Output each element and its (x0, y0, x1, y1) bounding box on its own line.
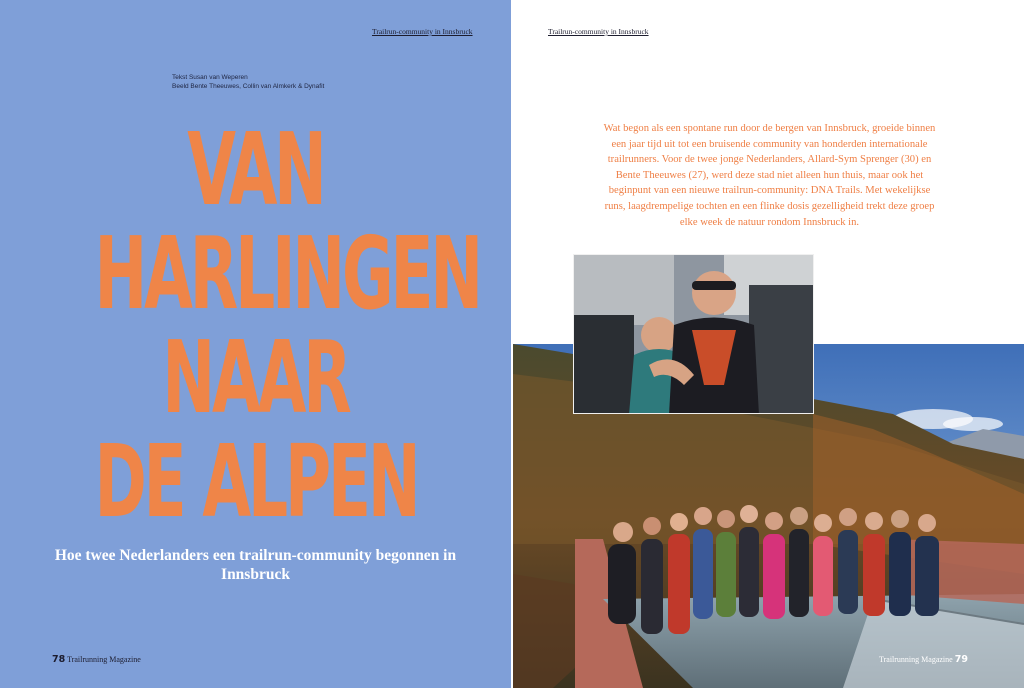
inset-photo-illustration (574, 255, 814, 414)
credits (172, 73, 324, 91)
credits-photos: Beeld Bente Theeuwes, Collin van Almkerk & Dynafit (172, 83, 325, 90)
headline-line-1: VAN (187, 111, 324, 228)
folio-left (52, 654, 141, 665)
magazine-name-left: Trailrunning Magazine (67, 655, 141, 664)
subtitle: Hoe twee Nederlanders een trailrun-community begonnen in Innsbruck (54, 547, 457, 583)
page-number-left: 78 (52, 654, 66, 665)
folio-right (879, 654, 968, 665)
headline-line-2: HARLINGEN (94, 215, 480, 332)
right-page (513, 0, 1024, 688)
magazine-name-right: Trailrunning Magazine (879, 655, 953, 664)
page-number-right: 79 (954, 654, 968, 665)
credits-text: Tekst Susan van Weperen (172, 74, 248, 81)
headline-line-4: DE ALPEN (94, 423, 418, 540)
running-head-left: Trailrun-community in Innsbruck (372, 27, 473, 36)
inset-photo (573, 254, 814, 414)
headline (0, 111, 511, 540)
intro-paragraph: Wat begon als een spontane run door de bergen van Innsbruck, groeide binnen een jaar tijd uit tot een bruisende community van honderden internationale trailrunners. Voor de twee jonge Nederlanders, Allard-Sym Sprenger (30) en Bente Theeuwes (27), werd deze stad niet alleen hun thuis, maar ook het beginpunt van een nieuwe trailrun-community: DNA Trails. Met wekelijkse runs, laagdrempelige tochten en een flinke dosis gezelligheid trekt deze groep elke week de natuur rondom Innsbruck in. (603, 123, 936, 228)
left-page (0, 0, 511, 688)
running-head-right: Trailrun-community in Innsbruck (548, 27, 649, 36)
headline-line-3: NAAR (162, 319, 349, 436)
